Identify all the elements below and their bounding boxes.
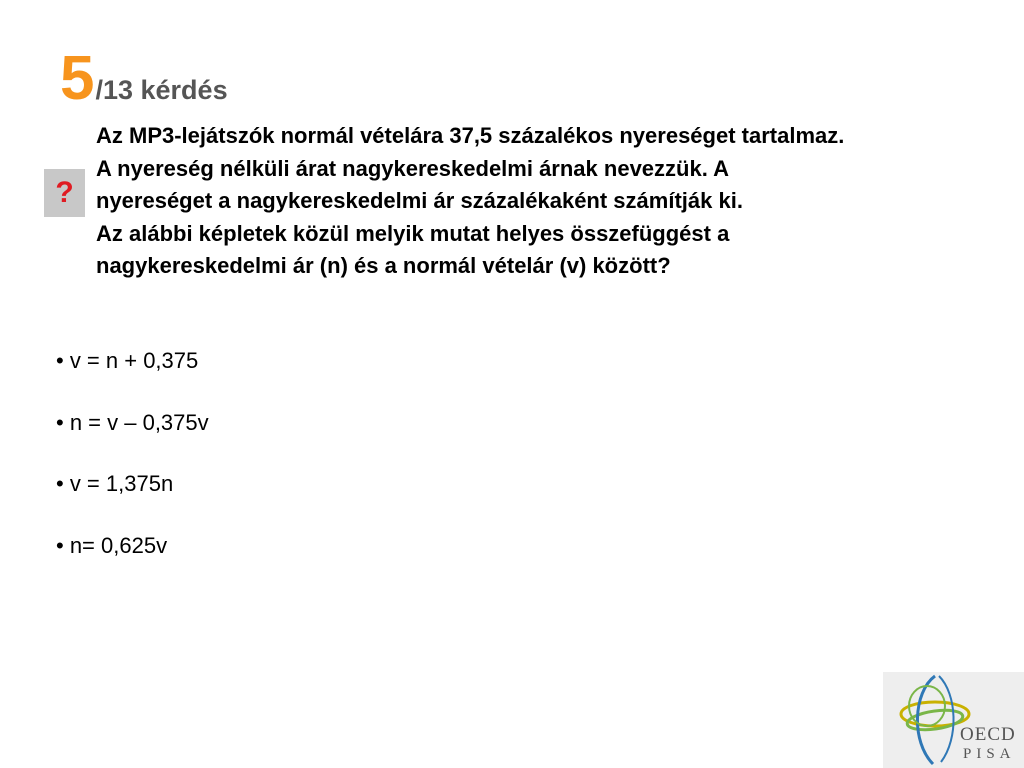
answer-option-2[interactable]: • n = v – 0,375v [56, 409, 209, 435]
question-counter [60, 44, 228, 113]
question-line: nyereséget a nagykereskedelmi ár százalékaként számítják ki. [96, 188, 743, 213]
answer-options [56, 346, 209, 592]
question-line: A nyereség nélküli árat nagykereskedelmi árnak nevezzük. A [96, 155, 730, 181]
question-text [96, 120, 1006, 283]
globe-icon [883, 672, 1024, 768]
answer-option-3[interactable]: • v = 1,375n [56, 471, 174, 496]
help-button[interactable] [44, 169, 85, 217]
question-line: Az MP3-lejátszók normál vételára 37,5 százalékos nyereséget tartalmaz. [96, 123, 845, 148]
answer-option-4[interactable]: • n= 0,625v [56, 532, 168, 558]
logo-text-pisa: PISA [963, 746, 1016, 762]
question-total: /13 kérdés [95, 75, 228, 105]
question-number: 5 [60, 44, 95, 113]
question-line: Az alábbi képletek közül melyik mutat helyes összefüggést a [96, 220, 730, 246]
logo-text-oecd: OECD [960, 724, 1016, 745]
answer-option-1[interactable]: • v = n + 0,375 [56, 348, 199, 373]
question-line: nagykereskedelmi ár (n) és a normál vételár (v) között? [96, 253, 671, 278]
oecd-pisa-logo [883, 672, 1024, 768]
question-mark-icon: ? [55, 176, 74, 209]
